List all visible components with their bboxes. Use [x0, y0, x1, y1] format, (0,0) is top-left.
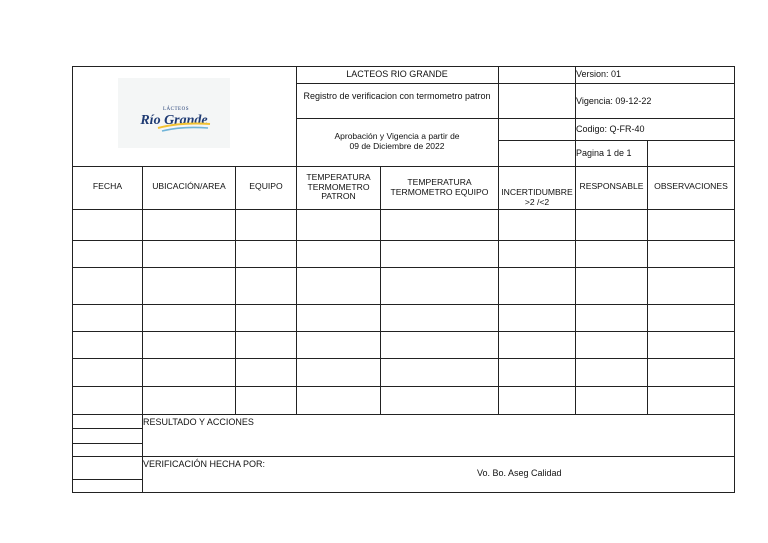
column-header-observaciones: OBSERVACIONES: [654, 181, 728, 191]
document-title: Registro de verificacion con termometro patron: [303, 91, 491, 101]
company-logo: [118, 78, 230, 148]
logo-graphic: [118, 78, 230, 148]
column-header-incertidumbre: INCERTIDUMBRE >2 /<2: [501, 187, 573, 207]
vobo-label: Vo. Bo. Aseg Calidad: [477, 468, 562, 478]
logo-small-text: LÁCTEOS: [163, 107, 189, 112]
company-name: LACTEOS RIO GRANDE: [346, 69, 448, 79]
codigo-label: Codigo: Q-FR-40: [576, 124, 645, 134]
column-header-temp-equipo: TEMPERATURA TERMOMETRO EQUIPO: [390, 177, 489, 197]
column-header-equipo: EQUIPO: [249, 181, 283, 191]
logo-brand-text: Río Grande: [140, 113, 208, 128]
version-label: Version: 01: [576, 69, 622, 79]
column-header-responsable: RESPONSABLE: [579, 181, 644, 191]
column-header-temp-patron: TEMPERATURA TERMOMETRO PATRON: [306, 172, 371, 201]
column-header-fecha: FECHA: [92, 181, 123, 191]
resultado-acciones-label: RESULTADO Y ACCIONES: [143, 417, 254, 427]
vigencia-label: Vigencia: 09-12-22: [576, 96, 652, 106]
approval-text: Aprobación y Vigencia a partir de 09 de Diciembre de 2022: [334, 131, 460, 151]
column-header-ubicacion: UBICACIÓN/AREA: [152, 181, 226, 191]
pagina-label: Pagina 1 de 1: [576, 148, 632, 158]
verificacion-label: VERIFICACIÓN HECHA POR:: [143, 459, 266, 469]
